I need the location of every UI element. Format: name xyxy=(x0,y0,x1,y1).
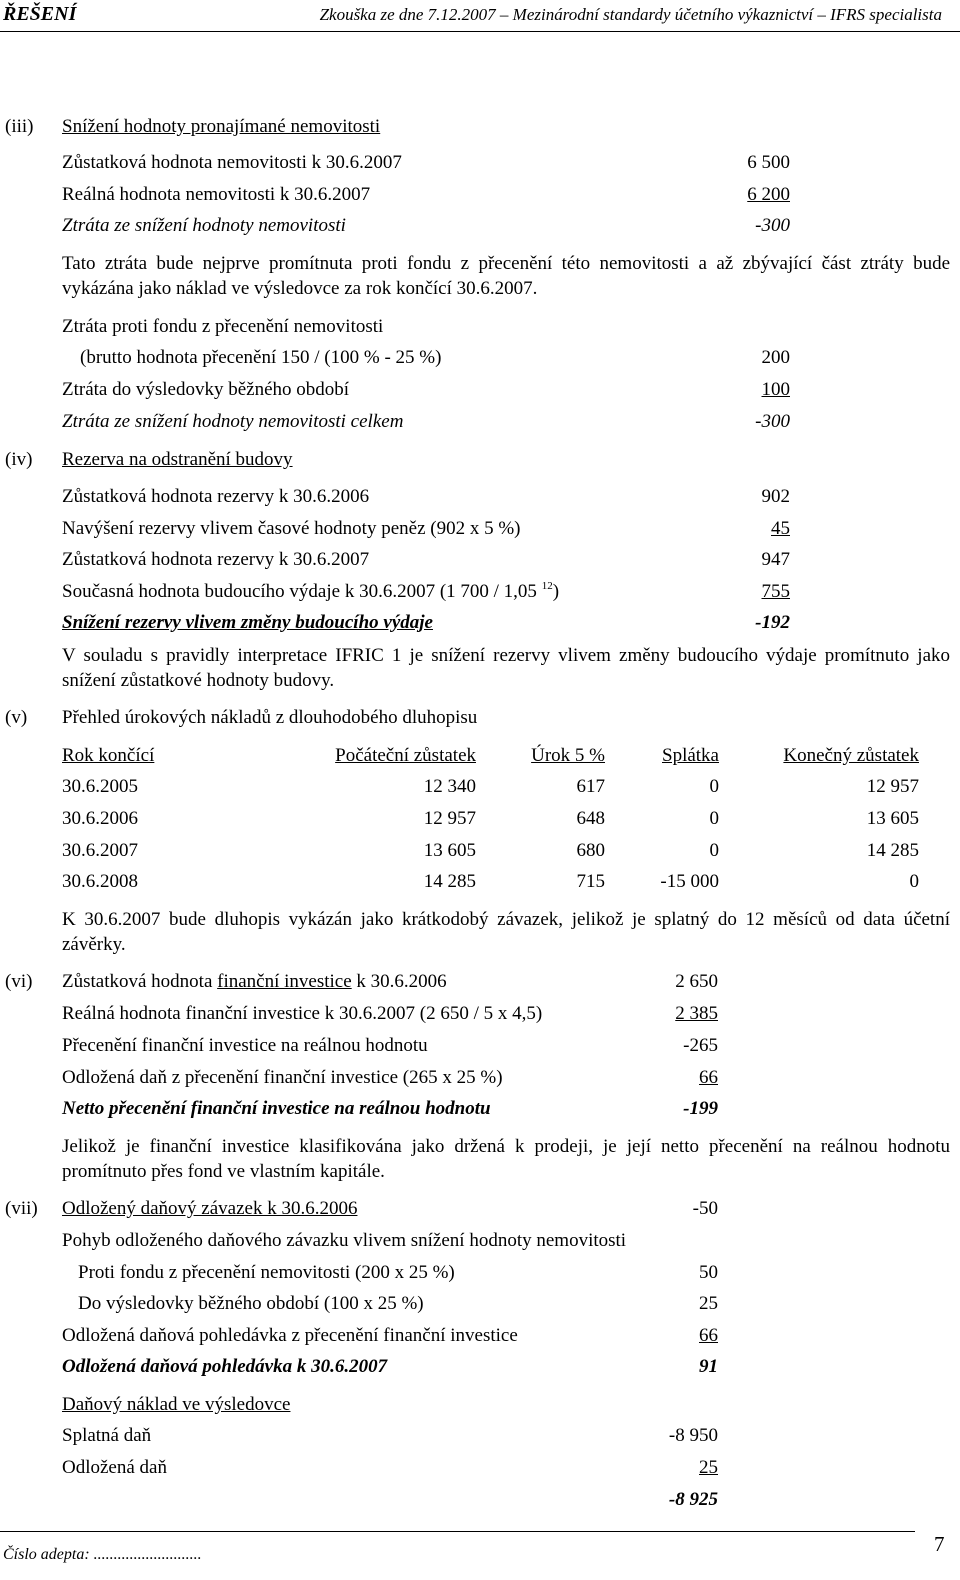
candidate-number: Číslo adepta: ........................... xyxy=(3,1546,202,1563)
table-cell: 12 340 xyxy=(423,776,476,797)
paragraph: Tato ztráta bude nejprve promítnuta proti fondu z přecenění této nemovitosti a až zbývající část ztráty bude vykázána jako náklad ve výsledovce za rok končící 30.6.2007. xyxy=(62,253,950,299)
table-cell: 13 605 xyxy=(423,840,476,861)
row-label: Zůstatková hodnota nemovitosti k 30.6.2007 xyxy=(62,152,402,173)
paragraph: K 30.6.2007 bude dluhopis vykázán jako krátkodobý závazek, jelikož je splatný do 12 měsíců od data účetní závěrky. xyxy=(62,909,950,955)
table-cell: 0 xyxy=(709,808,719,829)
column-header: Konečný zůstatek xyxy=(783,745,919,766)
table-cell: 30.6.2007 xyxy=(62,840,138,861)
row-label: Netto přecenění finanční investice na reálnou hodnotu xyxy=(62,1098,491,1119)
column-header: Rok končící xyxy=(62,745,155,766)
row-value: -300 xyxy=(755,411,790,432)
row-value: -192 xyxy=(755,612,790,633)
section-title: Přehled úrokových nákladů z dlouhodobého dluhopisu xyxy=(62,707,478,728)
row-value: 91 xyxy=(699,1356,718,1377)
row-value: -50 xyxy=(692,1198,718,1219)
row-label-text: k 30.6.2006 xyxy=(351,971,447,992)
row-label: Ztráta ze snížení hodnoty nemovitosti celkem xyxy=(62,411,404,432)
header-subtitle: Zkouška ze dne 7.12.2007 – Mezinárodní standardy účetního výkaznictví – IFRS specialista xyxy=(319,5,942,24)
row-value: -265 xyxy=(683,1035,718,1056)
row-value: 6 500 xyxy=(747,152,790,173)
section-title: Snížení hodnoty pronajímané nemovitosti xyxy=(62,116,381,137)
footer-divider xyxy=(0,1531,915,1532)
row-label xyxy=(62,970,447,994)
row-value: 755 xyxy=(761,581,790,602)
row-label-text: Zůstatková hodnota xyxy=(62,971,218,992)
row-label: Splatná daň xyxy=(62,1425,152,1446)
row-label: Reálná hodnota finanční investice k 30.6.2007 (2 650 / 5 x 4,5) xyxy=(62,1003,543,1024)
table-cell: 715 xyxy=(576,871,605,892)
row-label-text: Současná hodnota budoucího výdaje k 30.6.2007 (1 700 / 1,05 xyxy=(62,581,537,602)
row-value: -199 xyxy=(683,1098,718,1119)
section-number: (vii) xyxy=(5,1198,38,1219)
table-cell: 14 285 xyxy=(866,840,919,861)
section-number: (iii) xyxy=(5,116,34,137)
row-value: 947 xyxy=(761,549,790,570)
section-number: (iv) xyxy=(5,449,33,470)
section-title: Rezerva na odstranění budovy xyxy=(62,449,293,470)
exponent: 12 xyxy=(541,580,553,592)
row-label: Přecenění finanční investice na reálnou hodnotu xyxy=(62,1035,428,1056)
column-header: Počáteční zůstatek xyxy=(335,745,476,766)
table-cell: 0 xyxy=(709,840,719,861)
row-value: -8 950 xyxy=(668,1425,718,1446)
paragraph: Jelikož je finanční investice klasifikována jako držená k prodeji, je její netto přecenění na reálnou hodnotu promítnuto přes fond ve vlastním kapitále. xyxy=(62,1136,950,1182)
table-cell: 12 957 xyxy=(423,808,476,829)
section-title: Odložený daňový závazek k 30.6.2006 xyxy=(62,1198,358,1219)
row-value: 25 xyxy=(699,1457,718,1478)
row-label: Odložená daň xyxy=(62,1457,167,1478)
row-label: (brutto hodnota přecenění 150 / (100 % - 25 %) xyxy=(80,347,442,368)
row-label: Odložená daňová pohledávka k 30.6.2007 xyxy=(62,1356,388,1377)
row-value: 2 650 xyxy=(675,971,718,992)
row-value: 25 xyxy=(699,1293,718,1314)
table-cell: 648 xyxy=(576,808,605,829)
row-label xyxy=(62,580,559,604)
row-label: Zůstatková hodnota rezervy k 30.6.2006 xyxy=(62,486,370,507)
row-label: Snížení rezervy vlivem změny budoucího výdaje xyxy=(62,612,433,633)
row-label-end: ) xyxy=(552,581,560,602)
row-label: Do výsledovky běžného období (100 x 25 %) xyxy=(78,1293,424,1314)
column-header: Úrok 5 % xyxy=(531,745,605,766)
row-value: -8 925 xyxy=(668,1489,718,1510)
row-value: 66 xyxy=(699,1325,718,1346)
investment-term: finanční investice xyxy=(217,971,352,992)
table-cell: 680 xyxy=(576,840,605,861)
row-label: Navýšení rezervy vlivem časové hodnoty peněz (902 x 5 %) xyxy=(62,518,521,539)
header-title: ŘEŠENÍ xyxy=(3,3,77,25)
row-value: -300 xyxy=(755,215,790,236)
row-label: Pohyb odloženého daňového závazku vlivem snížení hodnoty nemovitosti xyxy=(62,1230,627,1251)
table-cell: 12 957 xyxy=(866,776,919,797)
table-cell: -15 000 xyxy=(660,871,719,892)
row-value: 66 xyxy=(699,1067,718,1088)
row-label: Reálná hodnota nemovitosti k 30.6.2007 xyxy=(62,184,371,205)
row-label: Odložená daň z přecenění finanční investice (265 x 25 %) xyxy=(62,1067,503,1088)
section-title: Daňový náklad ve výsledovce xyxy=(62,1394,291,1415)
row-value: 50 xyxy=(699,1262,718,1283)
row-value: 902 xyxy=(761,486,790,507)
column-header: Splátka xyxy=(662,745,719,766)
row-label: Zůstatková hodnota rezervy k 30.6.2007 xyxy=(62,549,370,570)
page-header xyxy=(0,0,960,30)
row-value: 100 xyxy=(761,379,790,400)
section-number: (vi) xyxy=(5,971,33,992)
table-cell: 30.6.2006 xyxy=(62,808,138,829)
row-value: 2 385 xyxy=(675,1003,718,1024)
page-number: 7 xyxy=(934,1532,945,1556)
row-value: 200 xyxy=(761,347,790,368)
table-cell: 0 xyxy=(909,871,919,892)
table-cell: 14 285 xyxy=(423,871,476,892)
header-divider xyxy=(0,31,960,32)
row-label: Ztráta ze snížení hodnoty nemovitosti xyxy=(62,215,346,236)
row-label: Ztráta proti fondu z přecenění nemovitosti xyxy=(62,316,384,337)
paragraph: V souladu s pravidly interpretace IFRIC 1 je snížení rezervy vlivem změny budoucího výdaje promítnuto jako snížení zůstatkové hodnoty budovy. xyxy=(62,645,950,691)
table-cell: 0 xyxy=(709,776,719,797)
table-cell: 13 605 xyxy=(866,808,919,829)
section-number: (v) xyxy=(5,707,28,728)
row-value: 45 xyxy=(771,518,790,539)
table-cell: 30.6.2008 xyxy=(62,871,138,892)
row-label: Proti fondu z přecenění nemovitosti (200 x 25 %) xyxy=(78,1262,455,1283)
row-label: Ztráta do výsledovky běžného období xyxy=(62,379,350,400)
table-cell: 617 xyxy=(576,776,605,797)
row-label: Odložená daňová pohledávka z přecenění finanční investice xyxy=(62,1325,518,1346)
row-value: 6 200 xyxy=(747,184,790,205)
table-cell: 30.6.2005 xyxy=(62,776,138,797)
